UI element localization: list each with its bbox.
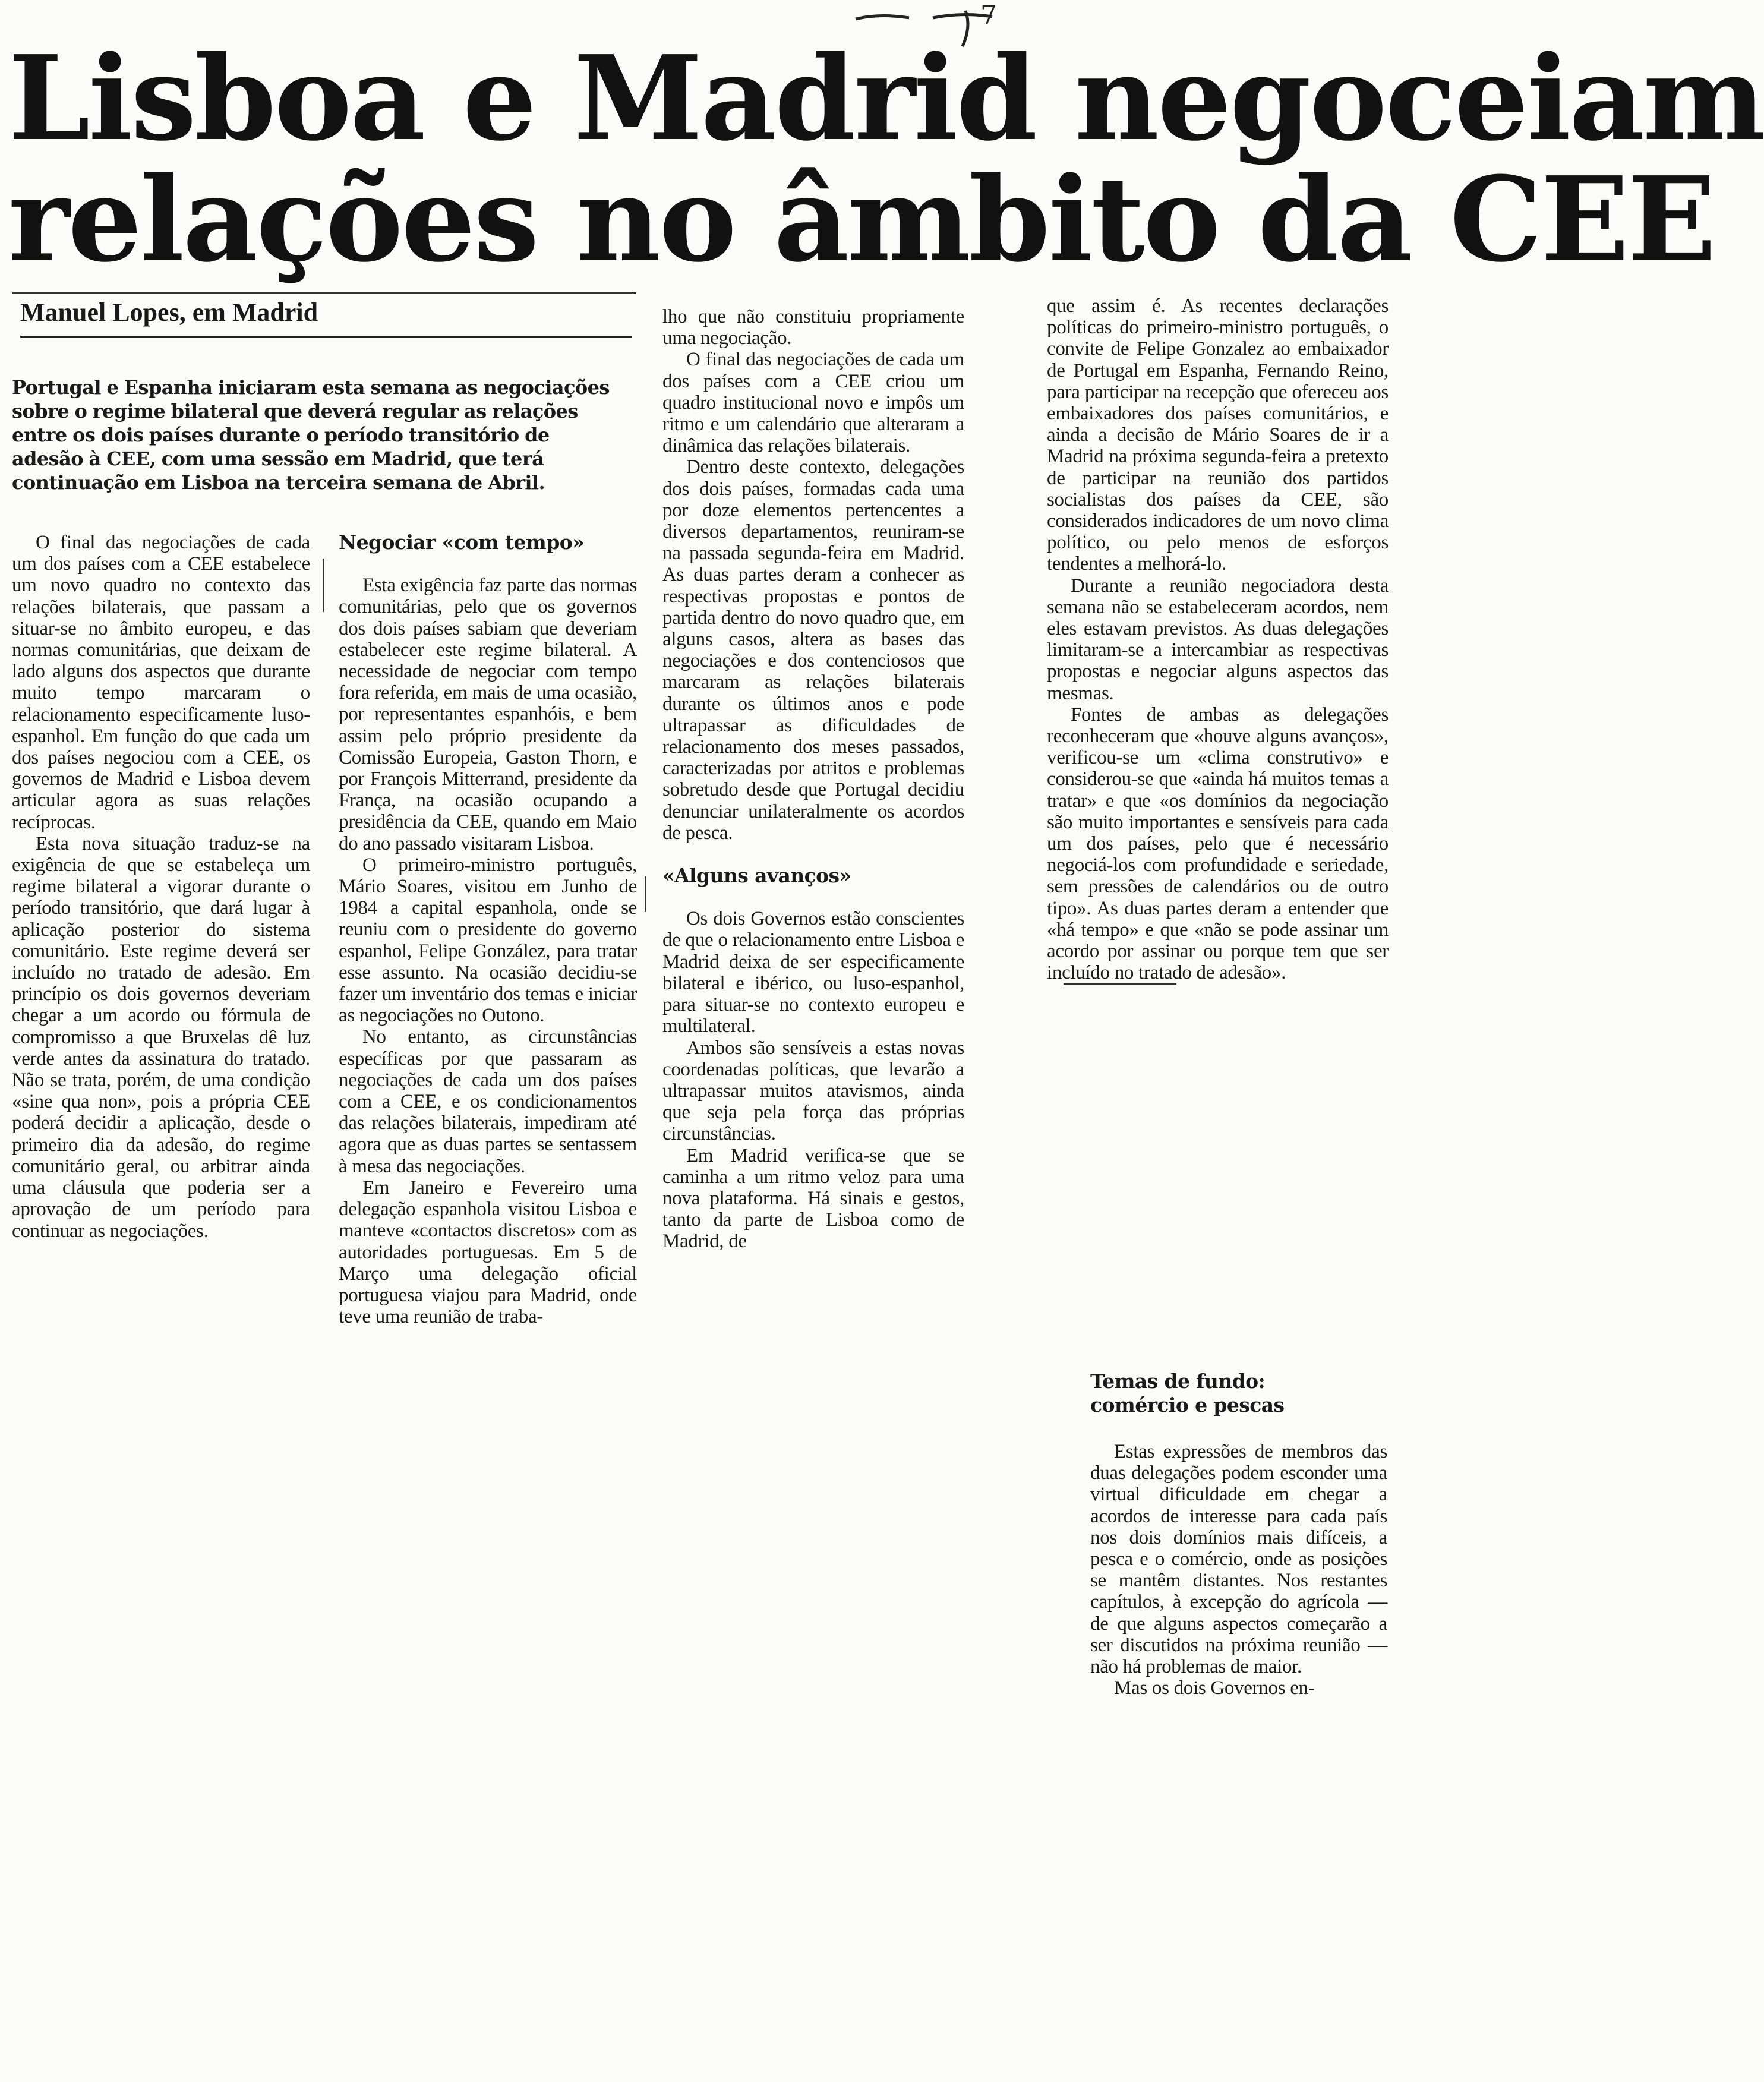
paragraph: O final das negociações de cada um dos países com a CEE criou um quadro institucional novo e impôs um ritmo e um calendário que alteraram a dinâmica das relações bilaterais.: [662, 349, 964, 457]
paragraph: O final das negociações de cada um dos países com a CEE estabelece um novo quadro no contexto das relações bilaterais, que passam a situar-se no âmbito europeu, e das normas comunitárias, que deixam de lado alguns dos aspectos que durante muito tempo marcaram o relacionamento especificamente luso-espanhol. Em função do que cada um dos países negociou com a CEE, os governos de Madrid e Lisboa devem articular agora as suas relações recíprocas.: [12, 532, 310, 833]
headline-line-2: relações no âmbito da CEE: [8, 152, 1715, 288]
paragraph: Esta nova situação traduz-se na exigência de que se estabeleça um regime bilateral a vigorar durante o período transitório, que dará lugar à aplicação posterior do sistema comunitário. Este regime deverá ser incluído no tratado de adesão. Em princípio os dois governos deveriam chegar a um acordo ou fórmula de compromisso a que Bruxelas dê luz verde antes da assinatura do tratado. Não se trata, porém, de uma condição «sine qua non», pois a própria CEE poderá decidir a aplicação, desde o primeiro dia da adesão, do regime comunitário geral, ou arbitrar ainda uma cláusula que poderia ser a aprovação de um período para continuar as negociações.: [12, 832, 310, 1242]
paragraph: Fontes de ambas as delegações reconheceram que «houve alguns avanços», verificou-se um «clima construtivo» e considerou-se que «ainda há muitos temas a tratar» e que «os domínios da negociação são muito importantes e sensíveis para cada um dos países, pelo que é necessário negociá-los com profundidade e seriedade, sem pressões de calendários ou de outro tipo». As duas partes deram a entender que «há tempo» e que «não se pode assinar um acordo por assinar ou porque tem que ser incluído no tratado de adesão».: [1047, 704, 1389, 984]
column-divider: [323, 559, 324, 612]
paragraph: Em Janeiro e Fevereiro uma delegação espanhola visitou Lisboa e manteve «contactos discretos» com as autoridades portuguesas. Em 5 de Março uma delegação oficial portuguesa viajou para Madrid, onde teve uma reunião de traba-: [339, 1176, 637, 1328]
paragraph: Ambos são sensíveis a estas novas coordenadas políticas, que levarão a ultrapassar muitos atavismos, ainda que seja pela força das próprias circunstâncias.: [662, 1037, 964, 1145]
headline-line-1: Lisboa e Madrid negoceiam: [8, 30, 1764, 167]
paragraph: Durante a reunião negociadora desta semana não se estabeleceram acordos, nem eles estavam previstos. As duas delegações limitaram-se a intercambiar as respectivas propostas e negociar alguns aspectos das mesmas.: [1047, 575, 1389, 704]
column-2: [339, 532, 637, 1327]
lede-paragraph: Portugal e Espanha iniciaram esta semana as negociações sobre o regime bilateral que deverá regular as relações entre os dois países durante o período transitório de adesão à CEE, com uma sessão em Madrid, que terá continuação em Lisboa na terceira semana de Abril.: [12, 376, 610, 494]
subheading-alguns-avancos: «Alguns avanços»: [662, 864, 851, 888]
paragraph: No entanto, as circunstâncias específicas por que passaram as negociações de cada um dos países com a CEE, e os condicionamentos das relações bilaterais, impediram até agora que as duas partes se sentassem à mesa das negociações.: [339, 1026, 637, 1177]
paragraph: Estas expressões de membros das duas delegações podem esconder uma virtual dificuldade em chegar a acordos de interesse para cada país nos dois domínios mais difíceis, a pesca e o comércio, onde as posições se mantêm distantes. Nos restantes capítulos, à excepção do agrícola — de que alguns aspectos começarão a ser discutidos na próxima reunião — não há problemas de maior.: [1090, 1441, 1387, 1678]
column-divider: [645, 876, 646, 912]
paragraph: lho que não constituiu propriamente uma negociação.: [662, 306, 964, 349]
column-4: [1047, 295, 1389, 984]
column-3: [662, 306, 964, 1253]
subheading-line: comércio e pescas: [1090, 1393, 1285, 1417]
paragraph: que assim é. As recentes declarações políticas do primeiro-ministro português, o convite de Felipe Gonzalez ao embaixador de Portugal em Espanha, Fernando Reino, para participar na recepção que ofereceu aos embaixadores dos países comunitários, e ainda a decisão de Mário Soares de ir a Madrid na próxima segunda-feira a pretexto de participar na reunião dos partidos socialistas dos países da CEE, são considerados indicadores de um novo clima político, ou pelo menos de esforços tendentes a melhorá-lo.: [1047, 295, 1389, 575]
column-4-continued: [1090, 1370, 1387, 1699]
byline-top-rule: [12, 292, 636, 294]
column-divider: [1064, 983, 1176, 985]
paragraph: Mas os dois Governos en-: [1114, 1677, 1315, 1699]
paragraph: Os dois Governos estão conscientes de que o relacionamento entre Lisboa e Madrid deixa de ser especificamente bilateral e ibérico, ou luso-espanhol, para situar-se no contexto europeu e multilateral.: [662, 908, 964, 1037]
subheading-line: Temas de fundo:: [1090, 1370, 1266, 1393]
paragraph: O primeiro-ministro português, Mário Soares, visitou em Junho de 1984 a capital espanhola, onde se reuniu com o presidente do governo espanhol, Felipe González, para tratar esse assunto. Na ocasião decidiu-se fazer um inventário dos temas e iniciar as negociações no Outono.: [339, 854, 637, 1027]
subheading-temas-de-fundo: [1090, 1370, 1387, 1417]
subheading-negociar: Negociar «com tempo»: [339, 531, 585, 554]
handwritten-number: 7: [980, 0, 997, 30]
paragraph: Dentro deste contexto, delegações dos dois países, formadas cada uma por doze elementos pertencentes a diversos departamentos, reuniram-se na passada segunda-feira em Madrid. As duas partes deram a conhecer as respectivas propostas e pontos de partida dentro do novo quadro que, em alguns casos, altera as bases das negociações e dos contenciosos que marcaram as relações bilaterais durante os últimos anos e pode ultrapassar as dificuldades de relacionamento dos meses passados, caracterizadas por atritos e problemas sobretudo desde que Portugal decidiu denunciar unilateralmente os acordos de pesca.: [662, 456, 964, 844]
column-1: [12, 532, 310, 1242]
paragraph: Esta exigência faz parte das normas comunitárias, pelo que os governos dos dois países sabiam que deveriam estabelecer este regime bilateral. A necessidade de negociar com tempo fora referida, em mais de uma ocasião, por representantes espanhóis, e bem assim pelo próprio presidente da Comissão Europeia, Gaston Thorn, e por François Mitterrand, presidente da França, na ocasião ocupando a presidência da CEE, quando em Maio do ano passado visitaram Lisboa.: [339, 575, 637, 854]
paragraph: Em Madrid verifica-se que se caminha a um ritmo veloz para uma nova plataforma. Há sinais e gestos, tanto da parte de Lisboa como de Madrid, de: [662, 1144, 964, 1253]
byline: Manuel Lopes, em Madrid: [20, 297, 632, 338]
